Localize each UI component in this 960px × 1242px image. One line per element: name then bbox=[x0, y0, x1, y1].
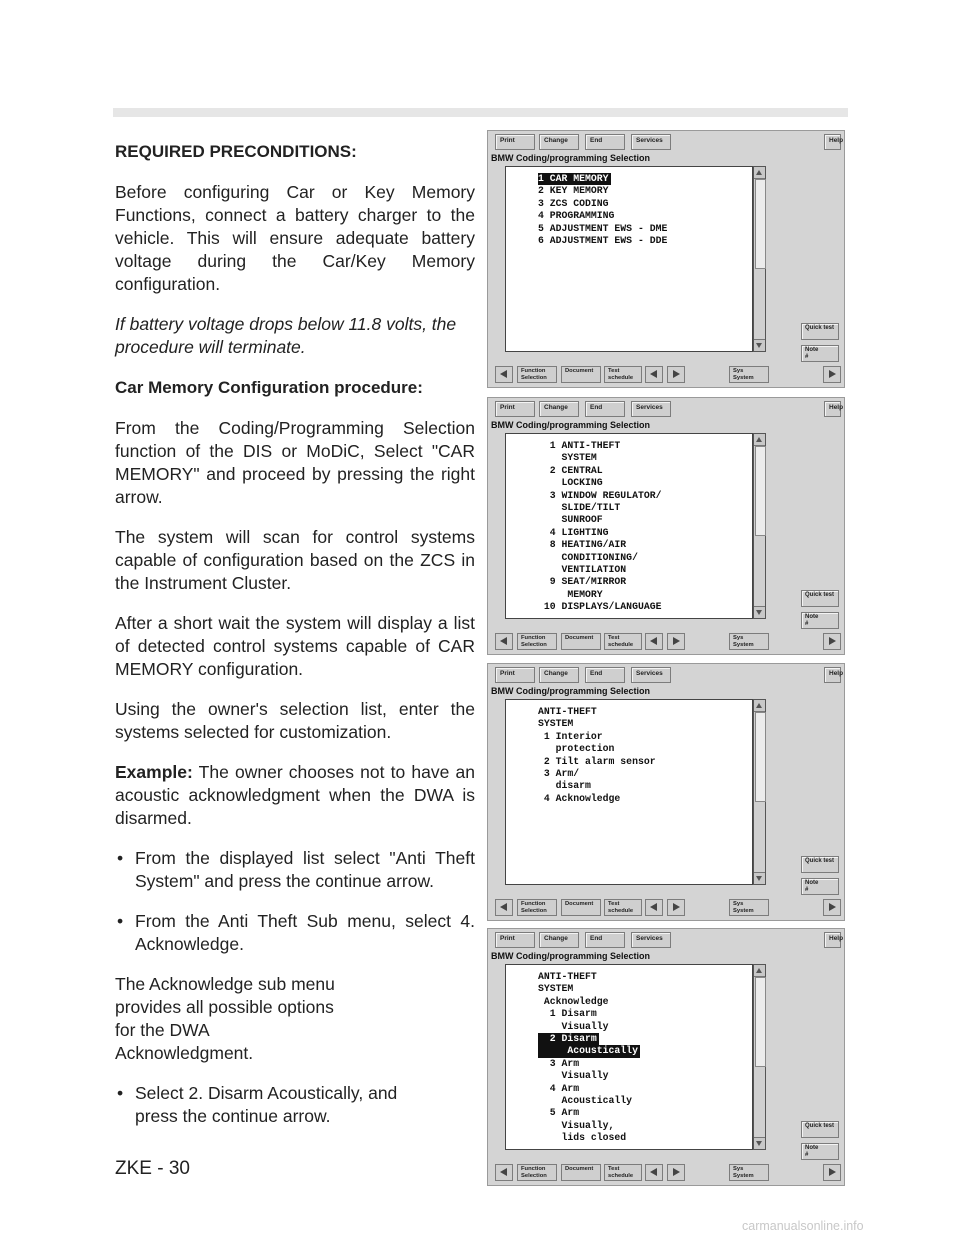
menu-item[interactable]: 1 Interior bbox=[538, 730, 603, 742]
menu-item[interactable]: VENTILATION bbox=[538, 563, 627, 575]
procedure-paragraph-from: From the Coding/Programming Selection function of the DIS or MoDiC, Select "CAR MEMORY" and proceed by pressing the right arrow. bbox=[115, 418, 475, 507]
arrow-left-icon[interactable] bbox=[495, 1164, 513, 1181]
scroll-up-arrow-icon[interactable] bbox=[754, 700, 765, 712]
continue-arrow-icon[interactable] bbox=[823, 899, 841, 916]
menu-item[interactable]: Acoustically bbox=[538, 1045, 638, 1057]
scroll-thumb[interactable] bbox=[755, 977, 766, 1067]
selection-label: Selection bbox=[521, 1172, 547, 1179]
bullet-item-2: • From the Anti Theft Sub menu, select 4. Acknowledge. bbox=[115, 910, 475, 956]
note-label: Note bbox=[805, 880, 819, 886]
system-button[interactable] bbox=[729, 633, 769, 650]
change-button[interactable]: Change bbox=[539, 134, 579, 150]
schedule-label: schedule bbox=[608, 641, 634, 648]
test-label: Test bbox=[608, 1166, 620, 1172]
help-button[interactable]: Help bbox=[824, 667, 841, 683]
menu-item[interactable]: ANTI-THEFT bbox=[538, 706, 597, 717]
preconditions-paragraph: Before configuring Car or Key Memory Functions, connect a battery charger to the vehicle. This will ensure adequate battery voltage during the Car/Key Memory configuration. bbox=[115, 182, 475, 294]
bottom-toolbar bbox=[491, 365, 841, 385]
services-button[interactable]: Services bbox=[631, 401, 671, 417]
screen-title: BMW Coding/programming Selection bbox=[491, 686, 650, 696]
preconditions-heading: REQUIRED PRECONDITIONS: bbox=[115, 142, 357, 161]
scroll-up-arrow-icon[interactable] bbox=[754, 965, 765, 977]
menu-item[interactable]: 5 Arm bbox=[538, 1107, 580, 1119]
services-button[interactable]: Services bbox=[631, 134, 671, 150]
menu-item[interactable]: 6 ADJUSTMENT EWS - DDE bbox=[538, 234, 668, 246]
note-hash: # bbox=[805, 621, 809, 627]
menu-item[interactable]: 5 ADJUSTMENT EWS - DME bbox=[538, 222, 668, 234]
system-label: System bbox=[733, 641, 754, 648]
note-button[interactable] bbox=[801, 878, 839, 895]
test-schedule-button[interactable] bbox=[604, 1164, 642, 1181]
schedule-label: schedule bbox=[608, 1172, 634, 1179]
dis-screen-1 bbox=[487, 130, 845, 388]
document-button[interactable]: Document bbox=[561, 633, 601, 650]
menu-item[interactable]: ANTI-THEFT bbox=[538, 971, 597, 982]
bottom-toolbar bbox=[491, 898, 841, 918]
system-short-label: Sys bbox=[733, 635, 744, 641]
scrollbar[interactable] bbox=[753, 166, 766, 352]
procedure-paragraph-using: Using the owner's selection list, enter the systems selected for customization. bbox=[115, 699, 475, 742]
procedure-paragraph-scan: The system will scan for control systems capable of configuration based on the ZCS in the Instrument Cluster. bbox=[115, 527, 475, 593]
procedure-paragraph-wait: After a short wait the system will display a list of detected control systems capable of CAR MEMORY configuration. bbox=[115, 613, 475, 679]
screen-title: BMW Coding/programming Selection bbox=[491, 420, 650, 430]
bottom-toolbar bbox=[491, 1163, 841, 1183]
battery-voltage-note: If battery voltage drops below 11.8 volts, the procedure will terminate. bbox=[115, 314, 457, 357]
menu-item[interactable]: SYSTEM bbox=[538, 452, 597, 464]
end-button[interactable]: End bbox=[585, 667, 625, 683]
print-button[interactable]: Print bbox=[495, 932, 535, 948]
quick-test-button[interactable]: Quick test bbox=[801, 1121, 839, 1138]
print-button[interactable]: Print bbox=[495, 401, 535, 417]
help-button[interactable]: Help bbox=[824, 932, 841, 948]
selection-list bbox=[505, 964, 753, 1150]
test-schedule-button[interactable] bbox=[604, 899, 642, 916]
procedure-heading: Car Memory Configuration procedure: bbox=[115, 378, 423, 397]
schedule-label: schedule bbox=[608, 907, 634, 914]
menu-item[interactable]: 1 Disarm bbox=[538, 1008, 597, 1020]
test-label: Test bbox=[608, 635, 620, 641]
quick-test-button[interactable]: Quick test bbox=[801, 590, 839, 607]
note-button[interactable] bbox=[801, 612, 839, 629]
menu-item[interactable]: SUNROOF bbox=[538, 514, 603, 526]
watermark: carmanualsonline.info bbox=[742, 1219, 864, 1233]
arrow-left-icon[interactable] bbox=[645, 1164, 663, 1181]
arrow-left-icon[interactable] bbox=[645, 633, 663, 650]
document-button[interactable]: Document bbox=[561, 366, 601, 383]
bullet-item-1: • From the displayed list select "Anti Theft System" and press the continue arrow. bbox=[115, 847, 475, 893]
function-label: Function bbox=[521, 1166, 546, 1172]
menu-item[interactable]: LOCKING bbox=[538, 477, 603, 489]
quick-test-button[interactable]: Quick test bbox=[801, 856, 839, 873]
test-schedule-button[interactable] bbox=[604, 366, 642, 383]
note-label: Note bbox=[805, 614, 819, 620]
selection-list bbox=[505, 166, 753, 352]
dis-screen-3 bbox=[487, 663, 845, 921]
page-footer: ZKE - 30 bbox=[115, 1158, 190, 1179]
example-label: Example: bbox=[115, 762, 193, 782]
test-label: Test bbox=[608, 901, 620, 907]
function-selection-button[interactable] bbox=[517, 1164, 557, 1181]
note-label: Note bbox=[805, 1145, 819, 1151]
bottom-toolbar bbox=[491, 632, 841, 652]
selection-label: Selection bbox=[521, 641, 547, 648]
menu-item[interactable]: 4 Arm bbox=[538, 1082, 580, 1094]
arrow-left-icon[interactable] bbox=[645, 899, 663, 916]
system-short-label: Sys bbox=[733, 368, 744, 374]
scroll-up-arrow-icon[interactable] bbox=[754, 434, 765, 446]
change-button[interactable]: Change bbox=[539, 401, 579, 417]
continue-arrow-icon[interactable] bbox=[823, 633, 841, 650]
menu-item[interactable]: Acknowledge bbox=[538, 995, 609, 1007]
menu-item[interactable]: 1 ANTI-THEFT bbox=[538, 440, 621, 451]
arrow-right-icon[interactable] bbox=[667, 899, 685, 916]
system-button[interactable] bbox=[729, 899, 769, 916]
scroll-down-arrow-icon[interactable] bbox=[754, 339, 765, 351]
arrow-left-icon[interactable] bbox=[495, 899, 513, 916]
note-hash: # bbox=[805, 1152, 809, 1158]
arrow-left-icon[interactable] bbox=[495, 366, 513, 383]
end-button[interactable]: End bbox=[585, 401, 625, 417]
menu-item[interactable]: 1 CAR MEMORY bbox=[538, 173, 609, 184]
continue-arrow-icon[interactable] bbox=[823, 366, 841, 383]
screen-title: BMW Coding/programming Selection bbox=[491, 153, 650, 163]
dis-screen-4 bbox=[487, 928, 845, 1186]
scroll-down-arrow-icon[interactable] bbox=[754, 606, 765, 618]
scroll-thumb[interactable] bbox=[755, 179, 766, 269]
arrow-left-icon[interactable] bbox=[645, 366, 663, 383]
bullet-item-3: • Select 2. Disarm Acoustically, and press the continue arrow. bbox=[115, 1082, 435, 1128]
scroll-thumb[interactable] bbox=[755, 712, 766, 802]
note-hash: # bbox=[805, 887, 809, 893]
function-label: Function bbox=[521, 635, 546, 641]
help-button[interactable]: Help bbox=[824, 134, 841, 150]
end-button[interactable]: End bbox=[585, 932, 625, 948]
menu-item[interactable]: 10 DISPLAYS/LANGUAGE bbox=[538, 601, 662, 613]
change-button[interactable]: Change bbox=[539, 667, 579, 683]
note-button[interactable] bbox=[801, 1143, 839, 1160]
arrow-left-icon[interactable] bbox=[495, 633, 513, 650]
menu-item[interactable]: 4 Acknowledge bbox=[538, 792, 621, 804]
test-label: Test bbox=[608, 368, 620, 374]
menu-item[interactable]: SLIDE/TILT bbox=[538, 501, 621, 513]
system-button[interactable] bbox=[729, 1164, 769, 1181]
change-button[interactable]: Change bbox=[539, 932, 579, 948]
menu-item[interactable]: 4 LIGHTING bbox=[538, 526, 609, 538]
menu-item[interactable]: 2 Tilt alarm sensor bbox=[538, 755, 656, 767]
menu-item[interactable]: protection bbox=[538, 743, 615, 755]
example-paragraph bbox=[115, 761, 475, 830]
acknowledge-paragraph: The Acknowledge sub menu provides all possible options for the DWA Acknowledgment. bbox=[115, 974, 335, 1063]
menu-item[interactable]: disarm bbox=[538, 780, 591, 792]
services-button[interactable]: Services bbox=[631, 932, 671, 948]
menu-item[interactable]: 2 Disarm bbox=[538, 1032, 597, 1044]
menu-item[interactable]: SYSTEM bbox=[538, 718, 574, 730]
menu-item[interactable]: CONDITIONING/ bbox=[538, 551, 638, 563]
scrollbar[interactable] bbox=[753, 433, 766, 619]
print-button[interactable]: Print bbox=[495, 667, 535, 683]
menu-item[interactable]: SYSTEM bbox=[538, 983, 574, 995]
menu-item[interactable]: 8 HEATING/AIR bbox=[538, 539, 627, 551]
function-selection-button[interactable] bbox=[517, 633, 557, 650]
menu-item[interactable]: 3 Arm/ bbox=[538, 767, 580, 779]
function-selection-button[interactable] bbox=[517, 366, 557, 383]
scroll-down-arrow-icon[interactable] bbox=[754, 872, 765, 884]
schedule-label: schedule bbox=[608, 374, 634, 381]
arrow-right-icon[interactable] bbox=[667, 1164, 685, 1181]
menu-item[interactable]: 4 PROGRAMMING bbox=[538, 210, 615, 222]
system-label: System bbox=[733, 907, 754, 914]
system-label: System bbox=[733, 1172, 754, 1179]
screen-title: BMW Coding/programming Selection bbox=[491, 951, 650, 961]
menu-item[interactable]: 3 ZCS CODING bbox=[538, 197, 609, 209]
top-rule bbox=[113, 108, 848, 117]
selection-label: Selection bbox=[521, 907, 547, 914]
menu-item[interactable]: 3 Arm bbox=[538, 1057, 580, 1069]
example-text: The owner chooses not to have an acoustic acknowledgment when the DWA is disarmed. bbox=[115, 762, 475, 828]
selection-list bbox=[505, 433, 753, 619]
continue-arrow-icon[interactable] bbox=[823, 1164, 841, 1181]
menu-item[interactable]: Visually bbox=[538, 1020, 609, 1032]
dis-screen-2 bbox=[487, 397, 845, 655]
note-label: Note bbox=[805, 347, 819, 353]
system-short-label: Sys bbox=[733, 901, 744, 907]
menu-item[interactable]: Acoustically bbox=[538, 1094, 633, 1106]
arrow-right-icon[interactable] bbox=[667, 366, 685, 383]
scroll-up-arrow-icon[interactable] bbox=[754, 167, 765, 179]
function-label: Function bbox=[521, 368, 546, 374]
selection-list bbox=[505, 699, 753, 885]
note-button[interactable] bbox=[801, 345, 839, 362]
scroll-down-arrow-icon[interactable] bbox=[754, 1137, 765, 1149]
quick-test-button[interactable]: Quick test bbox=[801, 323, 839, 340]
menu-item[interactable]: Visually bbox=[538, 1070, 609, 1082]
menu-item[interactable]: lids closed bbox=[538, 1132, 627, 1144]
document-button[interactable]: Document bbox=[561, 899, 601, 916]
system-label: System bbox=[733, 374, 754, 381]
menu-item[interactable]: MEMORY bbox=[538, 588, 603, 600]
scroll-thumb[interactable] bbox=[755, 446, 766, 536]
system-short-label: Sys bbox=[733, 1166, 744, 1172]
scrollbar[interactable] bbox=[753, 964, 766, 1150]
scrollbar[interactable] bbox=[753, 699, 766, 885]
note-hash: # bbox=[805, 354, 809, 360]
menu-item[interactable]: Visually, bbox=[538, 1119, 615, 1131]
help-button[interactable]: Help bbox=[824, 401, 841, 417]
menu-item[interactable]: 9 SEAT/MIRROR bbox=[538, 576, 627, 588]
function-label: Function bbox=[521, 901, 546, 907]
arrow-right-icon[interactable] bbox=[667, 633, 685, 650]
menu-item[interactable]: 2 CENTRAL bbox=[538, 464, 603, 476]
instruction-text-column bbox=[115, 140, 475, 1145]
function-selection-button[interactable] bbox=[517, 899, 557, 916]
print-button[interactable]: Print bbox=[495, 134, 535, 150]
menu-item[interactable]: 2 KEY MEMORY bbox=[538, 185, 609, 197]
system-button[interactable] bbox=[729, 366, 769, 383]
services-button[interactable]: Services bbox=[631, 667, 671, 683]
end-button[interactable]: End bbox=[585, 134, 625, 150]
document-button[interactable]: Document bbox=[561, 1164, 601, 1181]
test-schedule-button[interactable] bbox=[604, 633, 642, 650]
menu-item[interactable]: 3 WINDOW REGULATOR/ bbox=[538, 489, 662, 501]
selection-label: Selection bbox=[521, 374, 547, 381]
